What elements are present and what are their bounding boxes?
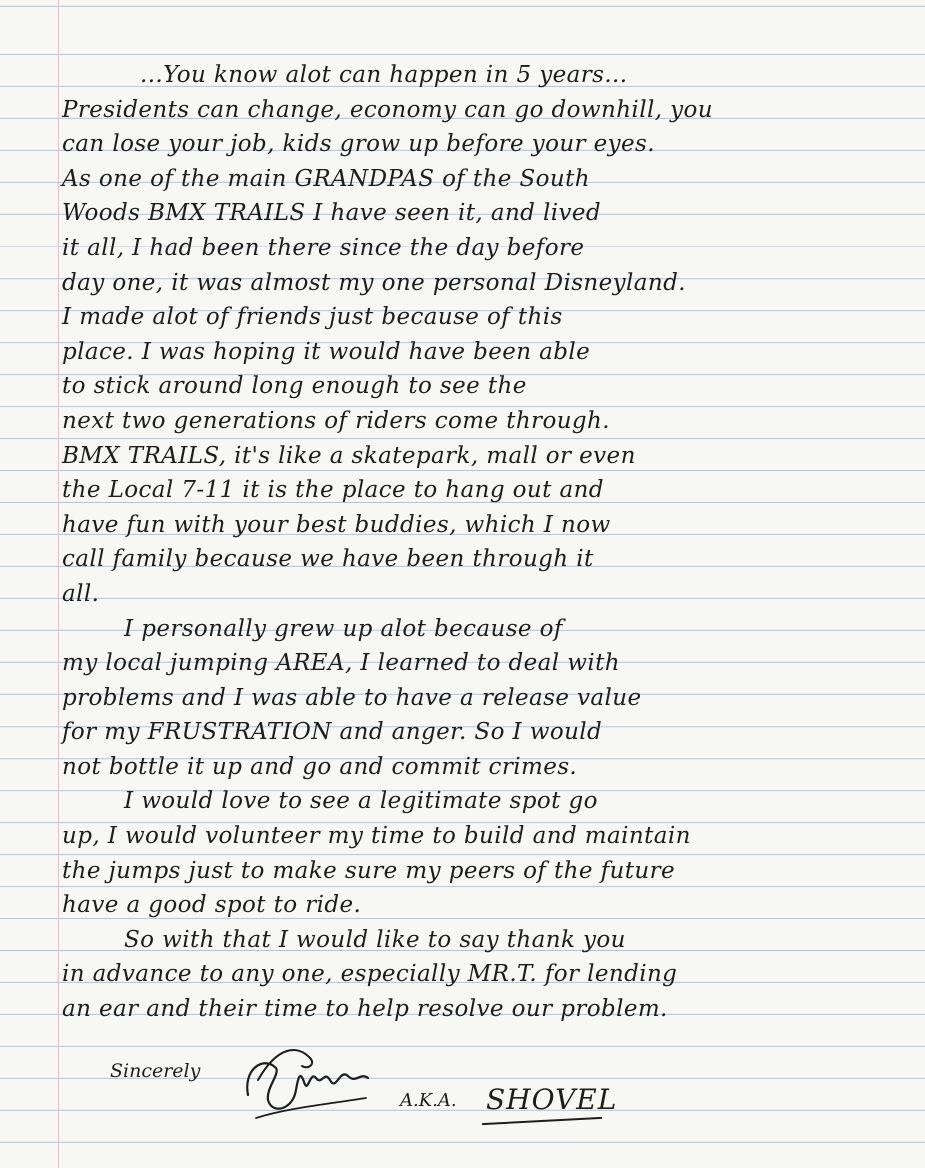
letter-line: Woods BMX TRAILS I have seen it, and lived [62, 200, 602, 227]
letter-line: ...You know alot can happen in 5 years... [140, 62, 628, 88]
letter-line: can lose your job, kids grow up before your eyes. [62, 131, 655, 158]
letter-line: to stick around long enough to see the [62, 373, 527, 400]
letter-line: I made alot of friends just because of this [62, 304, 563, 331]
letter-line: call family because we have been through it [62, 546, 594, 573]
letter-line: my local jumping AREA, I learned to deal with [62, 650, 620, 677]
handwritten-signature [238, 1040, 383, 1130]
letter-line: the jumps just to make sure my peers of the future [62, 857, 675, 884]
letter-line: As one of the main GRANDPAS of the South [62, 165, 590, 192]
letter-line: I would love to see a legitimate spot go [124, 788, 598, 815]
letter-line: it all, I had been there since the day before [62, 234, 585, 261]
margin-rule [58, 0, 59, 1168]
letter-line: Presidents can change, economy can go downhill, you [62, 96, 713, 123]
letter-line: So with that I would like to say thank you [124, 926, 626, 953]
letter-line: I personally grew up alot because of [124, 615, 563, 642]
letter-line: day one, it was almost my one personal Disneyland. [62, 269, 686, 296]
letter-line: problems and I was able to have a release value [62, 684, 642, 711]
letter-line: an ear and their time to help resolve our problem. [62, 996, 668, 1023]
letter-line: have fun with your best buddies, which I now [62, 511, 611, 538]
letter-line: next two generations of riders come through. [62, 407, 610, 434]
nickname-underline [482, 1117, 602, 1125]
letter-line: the Local 7-11 it is the place to hang out and [62, 477, 604, 504]
letter-line: place. I was hoping it would have been able [62, 338, 591, 365]
letter-line: for my FRUSTRATION and anger. So I would [62, 719, 603, 746]
letter-line: have a good spot to ride. [62, 892, 362, 919]
letter-line: BMX TRAILS, it's like a skatepark, mall or even [62, 442, 636, 469]
nickname: SHOVEL [486, 1083, 618, 1116]
letter-line: up, I would volunteer my time to build and maintain [62, 823, 691, 850]
letter-line: in advance to any one, especially MR.T. for lending [62, 961, 678, 988]
letter-line: not bottle it up and go and commit crimes. [62, 753, 578, 780]
letter-body [62, 58, 862, 1027]
aka-label: A.K.A. [400, 1090, 457, 1111]
closing-text: Sincerely [110, 1060, 201, 1082]
letter-line: all. [62, 580, 100, 607]
